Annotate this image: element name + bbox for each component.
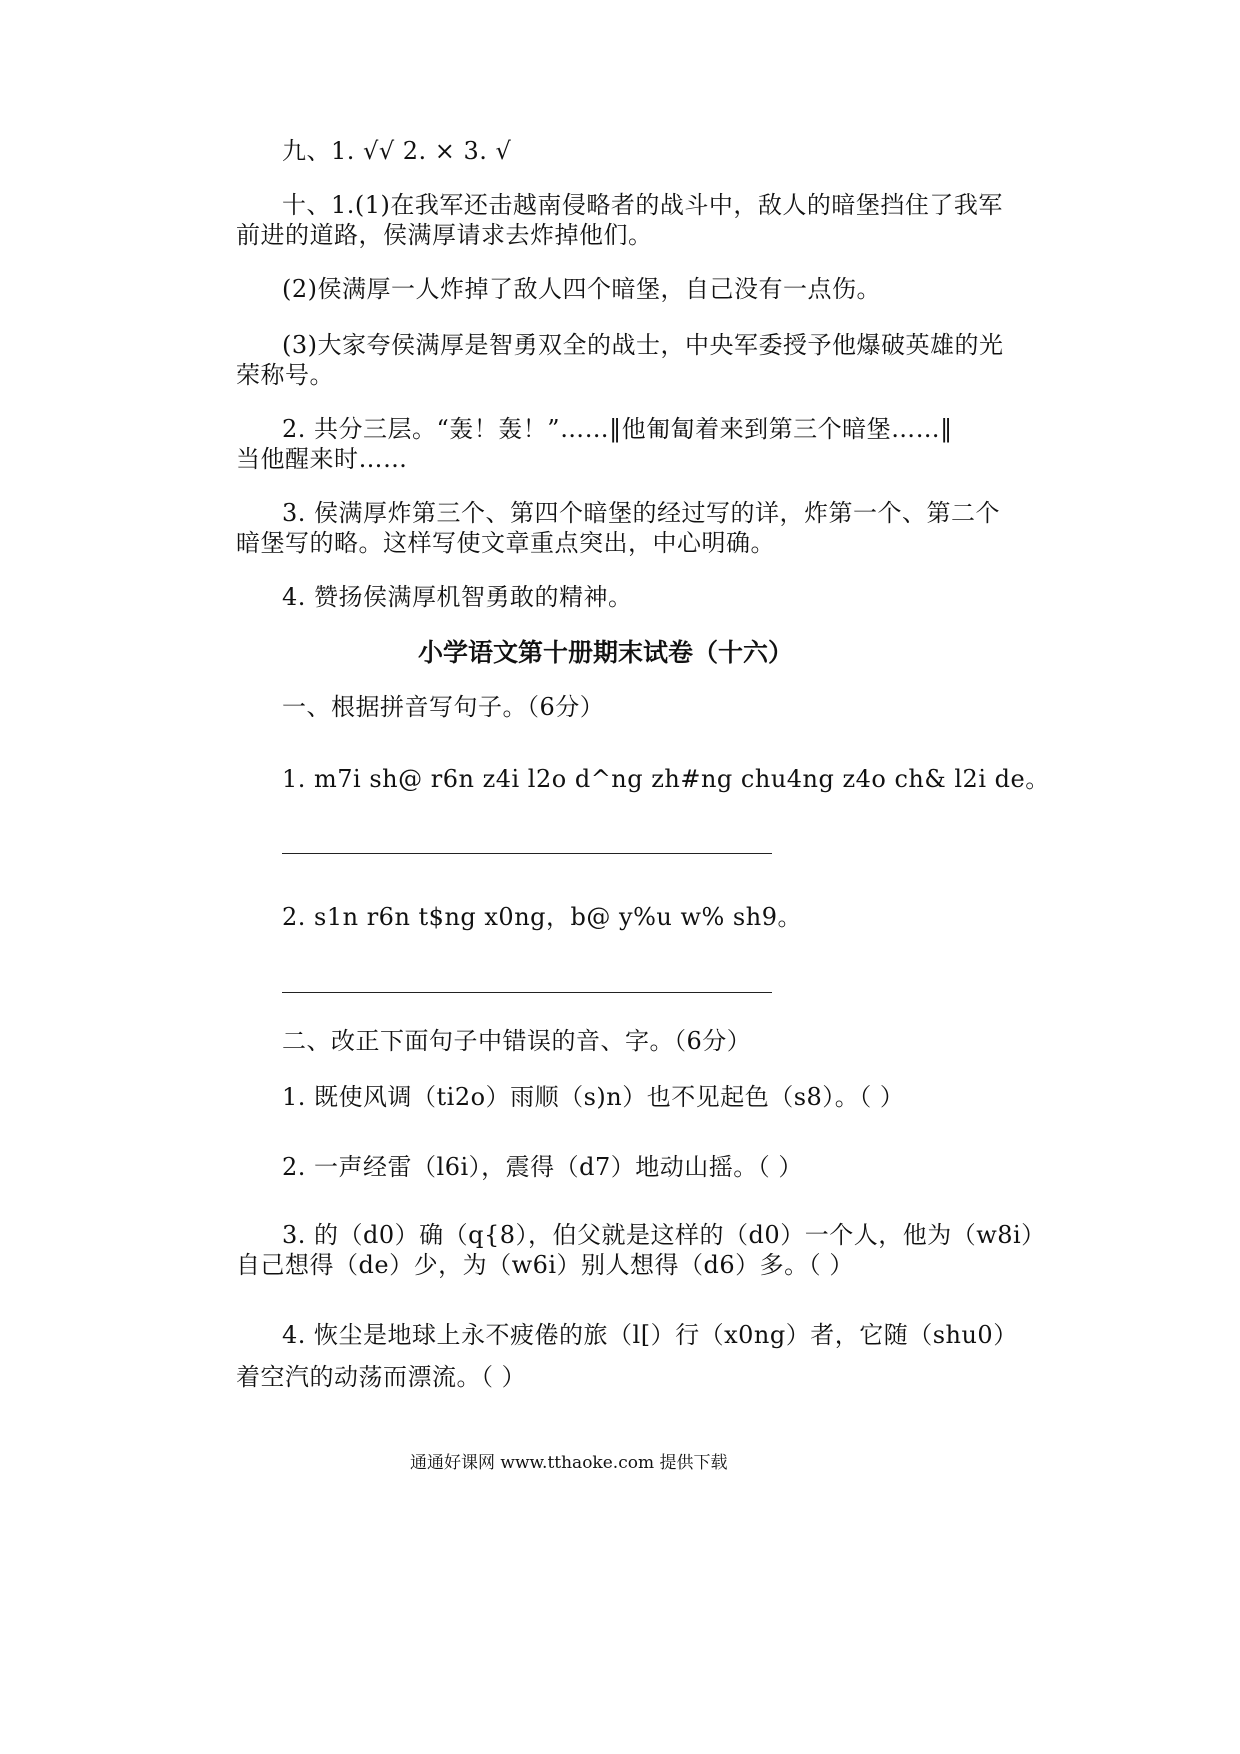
answer-ten-1-line1: 十、1.(1)在我军还击越南侵略者的战斗中，敌人的暗堡挡住了我军 xyxy=(282,191,1003,219)
question-two-item-4-line1: 4. 恢尘是地球上永不疲倦的旅（l[）行（x0ng）者，它随（shu0） xyxy=(282,1321,1018,1349)
question-two-heading: 二、改正下面句子中错误的音、字。（6分） xyxy=(282,1027,752,1055)
question-one-heading: 一、根据拼音写句子。（6分） xyxy=(282,693,605,721)
answer-blank-line xyxy=(282,992,772,993)
answer-ten-3-line1: (3)大家夸侯满厚是智勇双全的战士，中央军委授予他爆破英雄的光 xyxy=(282,331,1004,359)
question-two-item-4-line2: 着空汽的动荡而漂流。（ ） xyxy=(236,1363,527,1391)
answer-ten-6: 4. 赞扬侯满厚机智勇敢的精神。 xyxy=(282,583,633,611)
question-one-item-1: 1. m7i sh@ r6n z4i l2o d^ng zh#ng chu4ng z4o ch& l2i de。 xyxy=(282,765,1050,793)
question-two-item-1: 1. 既使风调（ti2o）雨顺（s)n）也不见起色（s8）。（ ） xyxy=(282,1083,905,1111)
answer-ten-1-line2: 前进的道路，侯满厚请求去炸掉他们。 xyxy=(236,221,653,249)
question-one-item-2: 2. s1n r6n t$ng x0ng，b@ y%u w% sh9。 xyxy=(282,903,802,931)
question-two-item-3-line2: 自己想得（de）少，为（w6i）别人想得（d6）多。（ ） xyxy=(236,1251,854,1279)
answer-ten-2: (2)侯满厚一人炸掉了敌人四个暗堡，自己没有一点伤。 xyxy=(282,275,881,303)
answer-ten-4-line2: 当他醒来时…… xyxy=(236,445,408,473)
footer-watermark: 通通好课网 www.tthaoke.com 提供下载 xyxy=(410,1453,728,1473)
answer-nine: 九、1. √√ 2. × 3. √ xyxy=(282,137,512,165)
question-two-item-2: 2. 一声经雷（l6i），震得（d7）地动山摇。（ ） xyxy=(282,1153,803,1181)
answer-ten-5-line1: 3. 侯满厚炸第三个、第四个暗堡的经过写的详，炸第一个、第二个 xyxy=(282,499,1001,527)
answer-ten-5-line2: 暗堡写的略。这样写使文章重点突出，中心明确。 xyxy=(236,529,775,557)
answer-ten-4-line1: 2. 共分三层。“轰！轰！”……‖他匍匐着来到第三个暗堡……‖ xyxy=(282,415,953,443)
answer-ten-3-line2: 荣称号。 xyxy=(236,361,334,389)
question-two-item-3-line1: 3. 的（d0）确（q{8），伯父就是这样的（d0）一个人，他为（w8i） xyxy=(282,1221,1046,1249)
answer-blank-line xyxy=(282,853,772,854)
exam-title: 小学语文第十册期末试卷（十六） xyxy=(418,638,794,667)
